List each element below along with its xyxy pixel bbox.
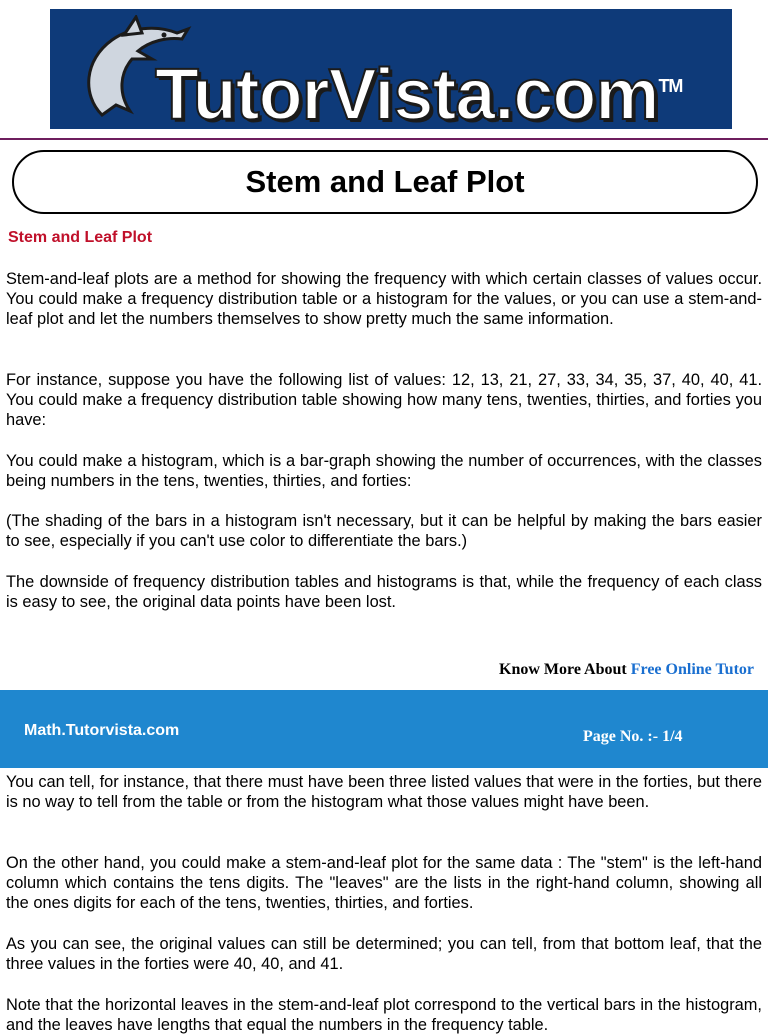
- page-number: Page No. :- 1/4: [583, 728, 683, 745]
- trademark-mark: TM: [658, 76, 683, 96]
- paragraph: On the other hand, you could make a stem-and-leaf plot for the same data : The "stem" is the left-hand column which contains the tens digits. The "leaves" are the lists in the right-hand column, showing all the ones digits for each of the tens, twenties, thirties, and forties.: [6, 854, 762, 913]
- paragraph: For instance, suppose you have the following list of values: 12, 13, 21, 27, 33, 34, 35, 37, 40, 40, 41. You could make a frequency distribution table showing how many tens, twenties, thirties, and forties you have:: [6, 371, 762, 430]
- paragraph: As you can see, the original values can still be determined; you can tell, from that bottom leaf, that the three values in the forties were 40, 40, and 41.: [6, 935, 762, 974]
- section-heading: Stem and Leaf Plot: [8, 229, 153, 246]
- header-divider: [0, 138, 768, 140]
- paragraph: You could make a histogram, which is a bar-graph showing the number of occurrences, with the classes being numbers in the tens, twenties, thirties, and forties:: [6, 452, 762, 491]
- paragraph: The downside of frequency distribution tables and histograms is that, while the frequency of each class is easy to see, the original data points have been lost.: [6, 573, 762, 612]
- title-box: [12, 150, 758, 214]
- know-more-prefix: Know More About: [499, 661, 631, 678]
- logo-wordmark: TutorVista.com™: [155, 55, 683, 129]
- page-title: Stem and Leaf Plot: [245, 164, 525, 199]
- paragraph: Stem-and-leaf plots are a method for showing the frequency with which certain classes of values occur. You could make a frequency distribution table or a histogram for the values, or you can use a stem-and-leaf plot and let the numbers themselves to show pretty much the same information.: [6, 270, 762, 329]
- paragraph: (The shading of the bars in a histogram isn't necessary, but it can be helpful by making the bars easier to see, especially if you can't use color to differentiate the bars.): [6, 512, 762, 551]
- footer-site: Math.Tutorvista.com: [24, 722, 180, 739]
- paragraph: You can tell, for instance, that there must have been three listed values that were in the forties, but there is no way to tell from the table or from the histogram what those values might have been.: [6, 773, 762, 812]
- tutorvista-logo: [50, 9, 732, 129]
- free-online-tutor-link[interactable]: Free Online Tutor: [630, 661, 754, 678]
- paragraph: Note that the horizontal leaves in the stem-and-leaf plot correspond to the vertical bars in the histogram, and the leaves have lengths that equal the numbers in the frequency table.: [6, 996, 762, 1035]
- page-footer: [0, 690, 768, 768]
- know-more-line: [499, 661, 754, 679]
